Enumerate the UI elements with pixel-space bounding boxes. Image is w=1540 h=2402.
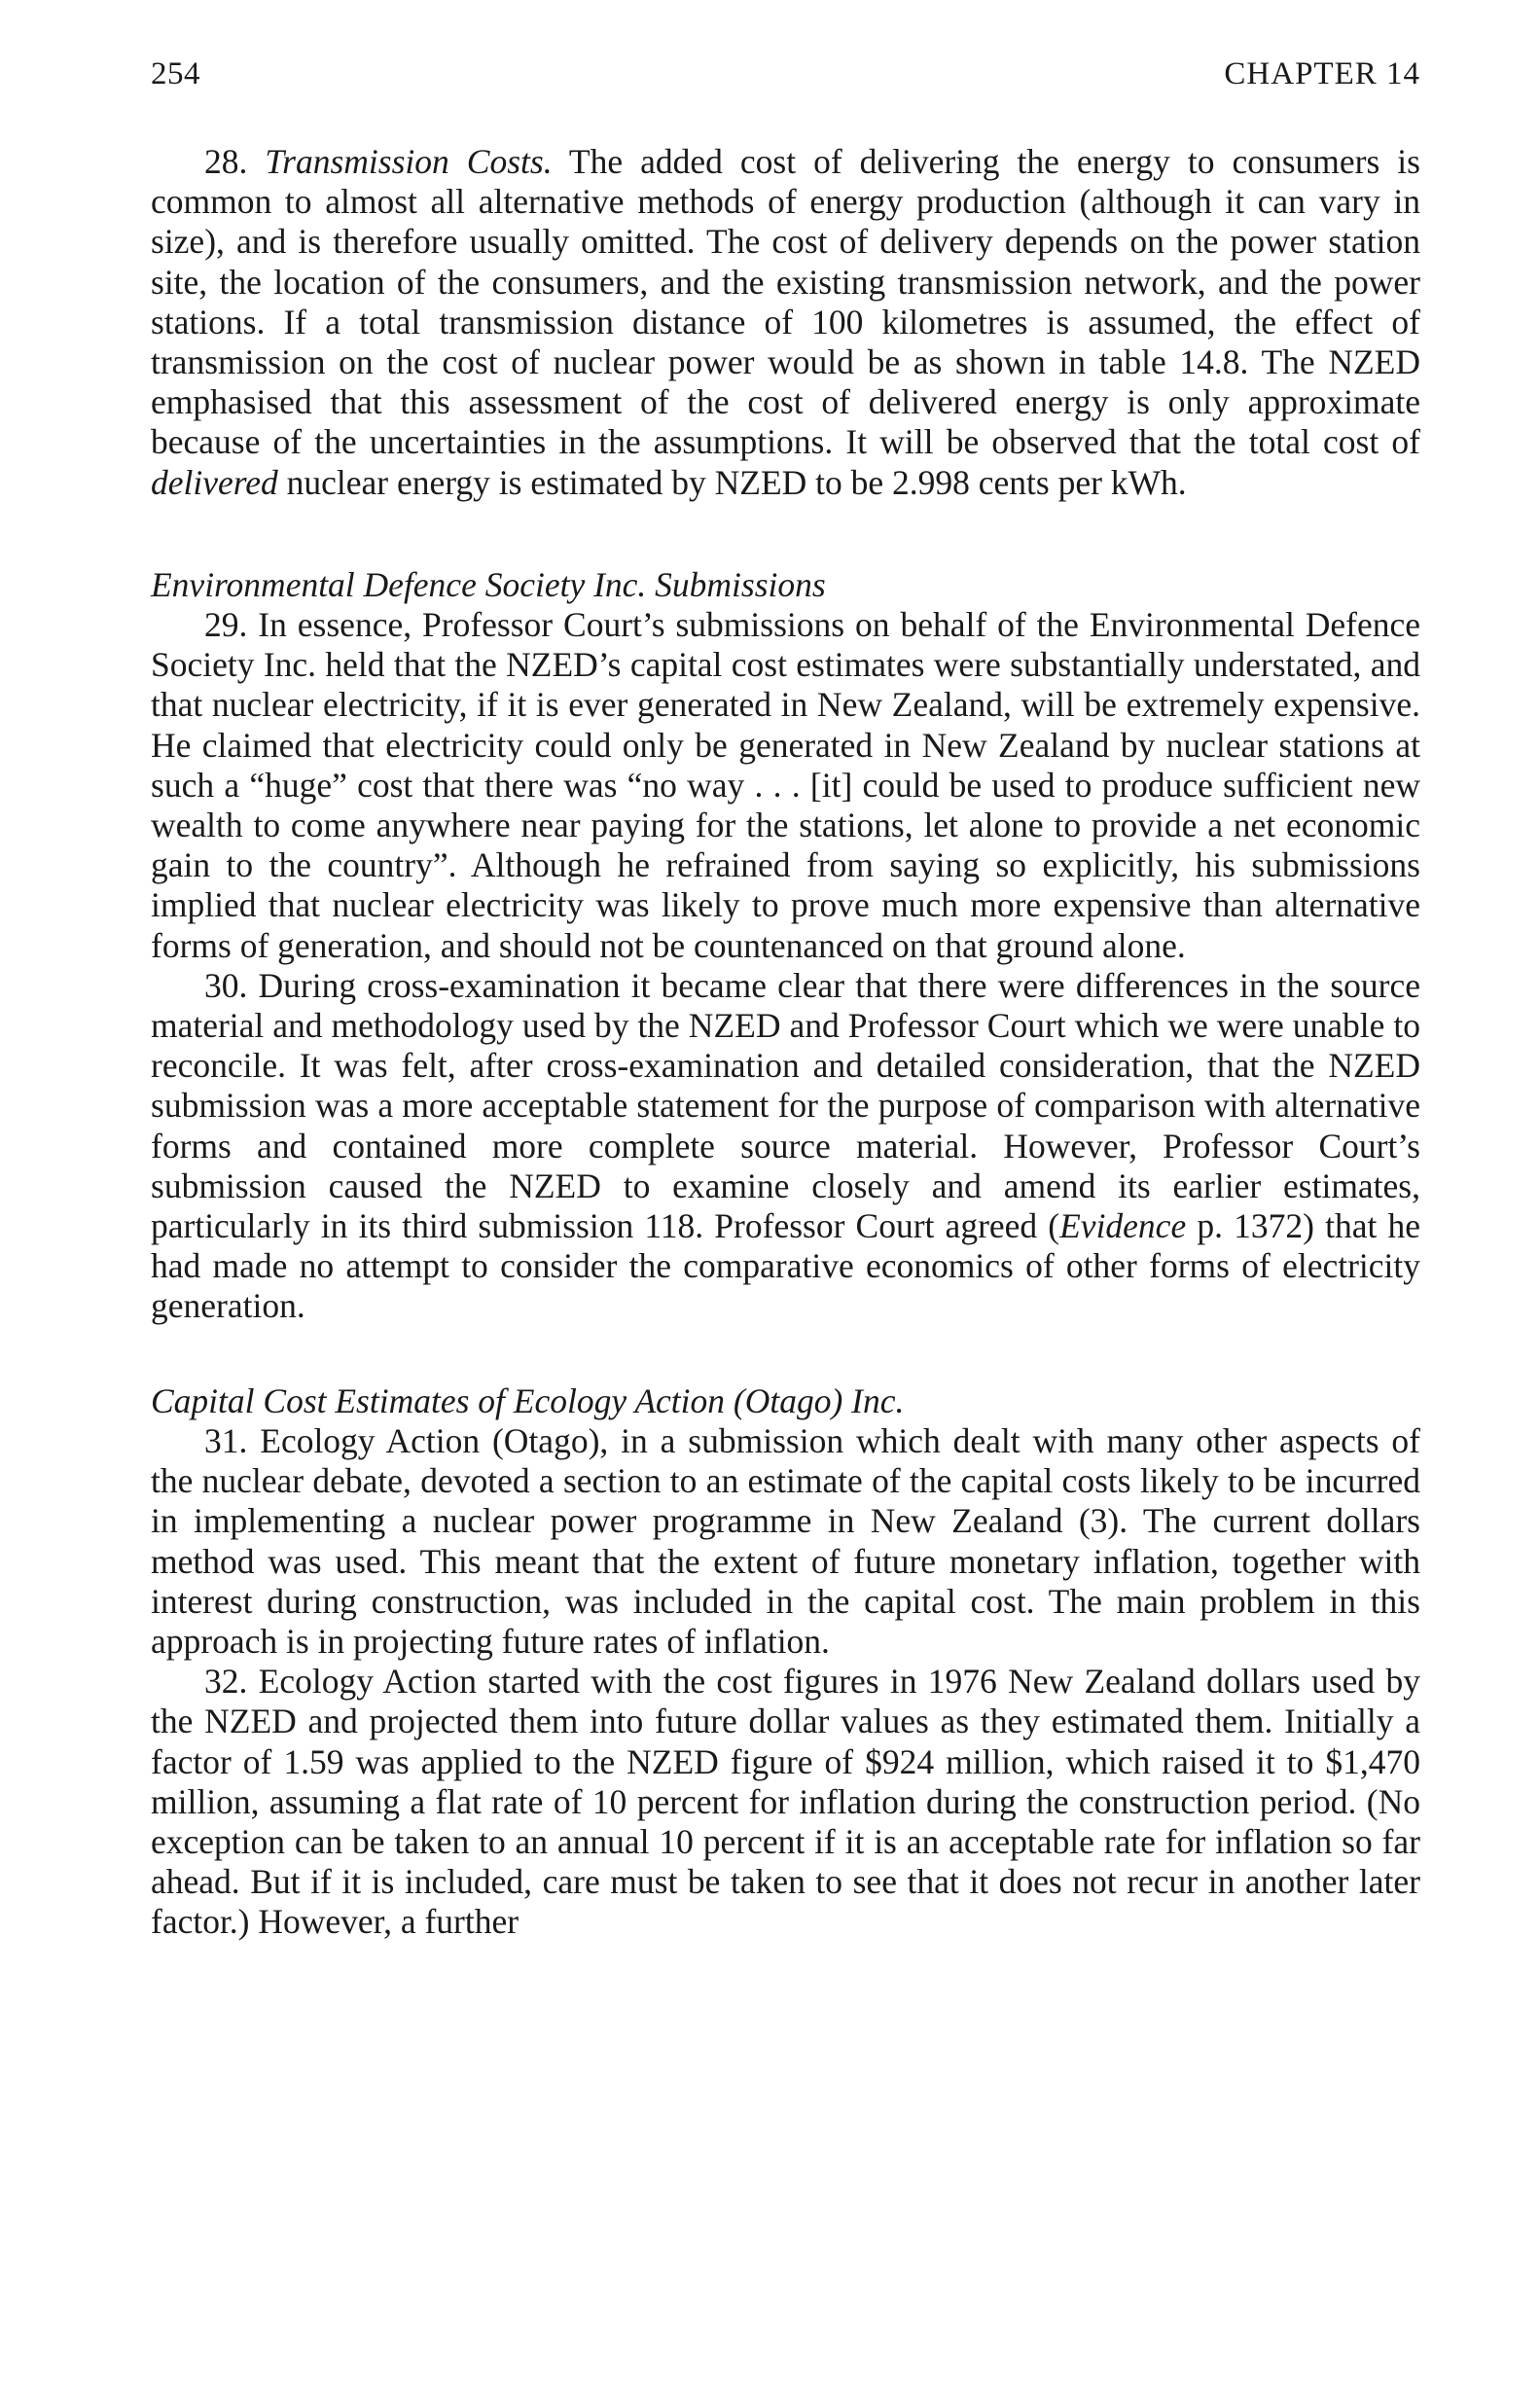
paragraph-text: p. 1372) that he had made no attempt to consider the comparative economics of other forms of electricity generation. (151, 1206, 1420, 1326)
paragraph-text: nuclear energy is estimated by NZED to be 2.998 cents per kWh. (277, 462, 1187, 502)
paragraph-28 (151, 142, 1420, 503)
running-head (151, 56, 1420, 115)
paragraph-31 (151, 1421, 1420, 1662)
section-heading-eds: Environmental Defence Society Inc. Submissions (151, 564, 826, 604)
document-page (151, 56, 1420, 1943)
paragraph-text: The added cost of delivering the energy to consumers is common to almost all alternative methods of energy production (although it can vary in size), and is therefore usually omitted. The cost of delivery depends on the power station site, the location of the consumers, and the existing transmission network, and the power stations. If a total transmission distance of 100 kilometres is assumed, the effect of transmission on the cost of nuclear power would be as shown in table 14.8. The NZED emphasised that this assessment of the cost of delivered energy is only approximate because of the uncertainties in the assumptions. It will be observed that the total cost of (151, 142, 1420, 462)
paragraph-number: 30. (204, 965, 248, 1005)
paragraph-number: 31. (204, 1420, 248, 1460)
chapter-label: CHAPTER 14 (1224, 56, 1420, 91)
emphasis: Evidence (1059, 1206, 1187, 1246)
page-number: 254 (151, 56, 200, 91)
paragraph-title: Transmission Costs. (265, 142, 553, 181)
paragraph-text: In essence, Professor Court’s submissions on behalf of the Environmental Defence Society Inc. held that the NZED’s capital cost estimates were substantially understated, and that nuclear electricity, if it is ever generated in New Zealand, will be extremely expensive. He claimed that electricity could only be generated in New Zealand by nuclear stations at such a “huge” cost that there was “no way . . . [it] could be used to produce sufficient new wealth to come anywhere near paying for the stations, let alone to provide a net economic gain to the country”. Although he refrained from saying so explicitly, his submissions implied that nuclear electricity was likely to prove much more expensive than alternative forms of generation, and should not be countenanced on that ground alone. (151, 605, 1420, 965)
paragraph-text: During cross-examination it became clear that there were differences in the source material and methodology used by the NZED and Professor Court which we were unable to reconcile. It was felt, after cross-examination and detailed consideration, that the NZED submission was a more acceptable statement for the purpose of comparison with alternative forms and contained more complete source material. However, Professor Court’s submission caused the NZED to examine closely and amend its earlier estimates, particularly in its third submission 118. Professor Court agreed ( (151, 965, 1420, 1246)
paragraph-32 (151, 1662, 1420, 1942)
body-text (151, 142, 1420, 1943)
paragraph-29 (151, 605, 1420, 966)
paragraph-number: 28. (204, 142, 248, 181)
emphasis: delivered (151, 462, 278, 502)
paragraph-text: Ecology Action started with the cost figures in 1976 New Zealand dollars used by the NZED and projected them into future dollar values as they estimated them. Initially a factor of 1.59 was applied to the NZED figure of $924 million, which raised it to $1,470 million, assuming a flat rate of 10 percent for inflation during the construction period. (No exception can be taken to an annual 10 percent if it is an acceptable rate for inflation so far ahead. But if it is included, care must be taken to see that it does not recur in another later factor.) However, a further (151, 1662, 1420, 1942)
paragraph-text: Ecology Action (Otago), in a submission which dealt with many other aspects of the nuclear debate, devoted a section to an estimate of the capital costs likely to be incurred in implementing a nuclear power programme in New Zealand (3). The current dollars method was used. This meant that the extent of future monetary inflation, together with interest during construction, was included in the capital cost. The main problem in this approach is in projecting future rates of inflation. (151, 1420, 1420, 1661)
section-gap (151, 1327, 1420, 1381)
paragraph-number: 32. (204, 1662, 248, 1702)
paragraph-number: 29. (204, 605, 248, 645)
paragraph-30 (151, 966, 1420, 1327)
section-gap (151, 503, 1420, 565)
section-heading-eao: Capital Cost Estimates of Ecology Action (Otago) Inc. (151, 1380, 905, 1420)
